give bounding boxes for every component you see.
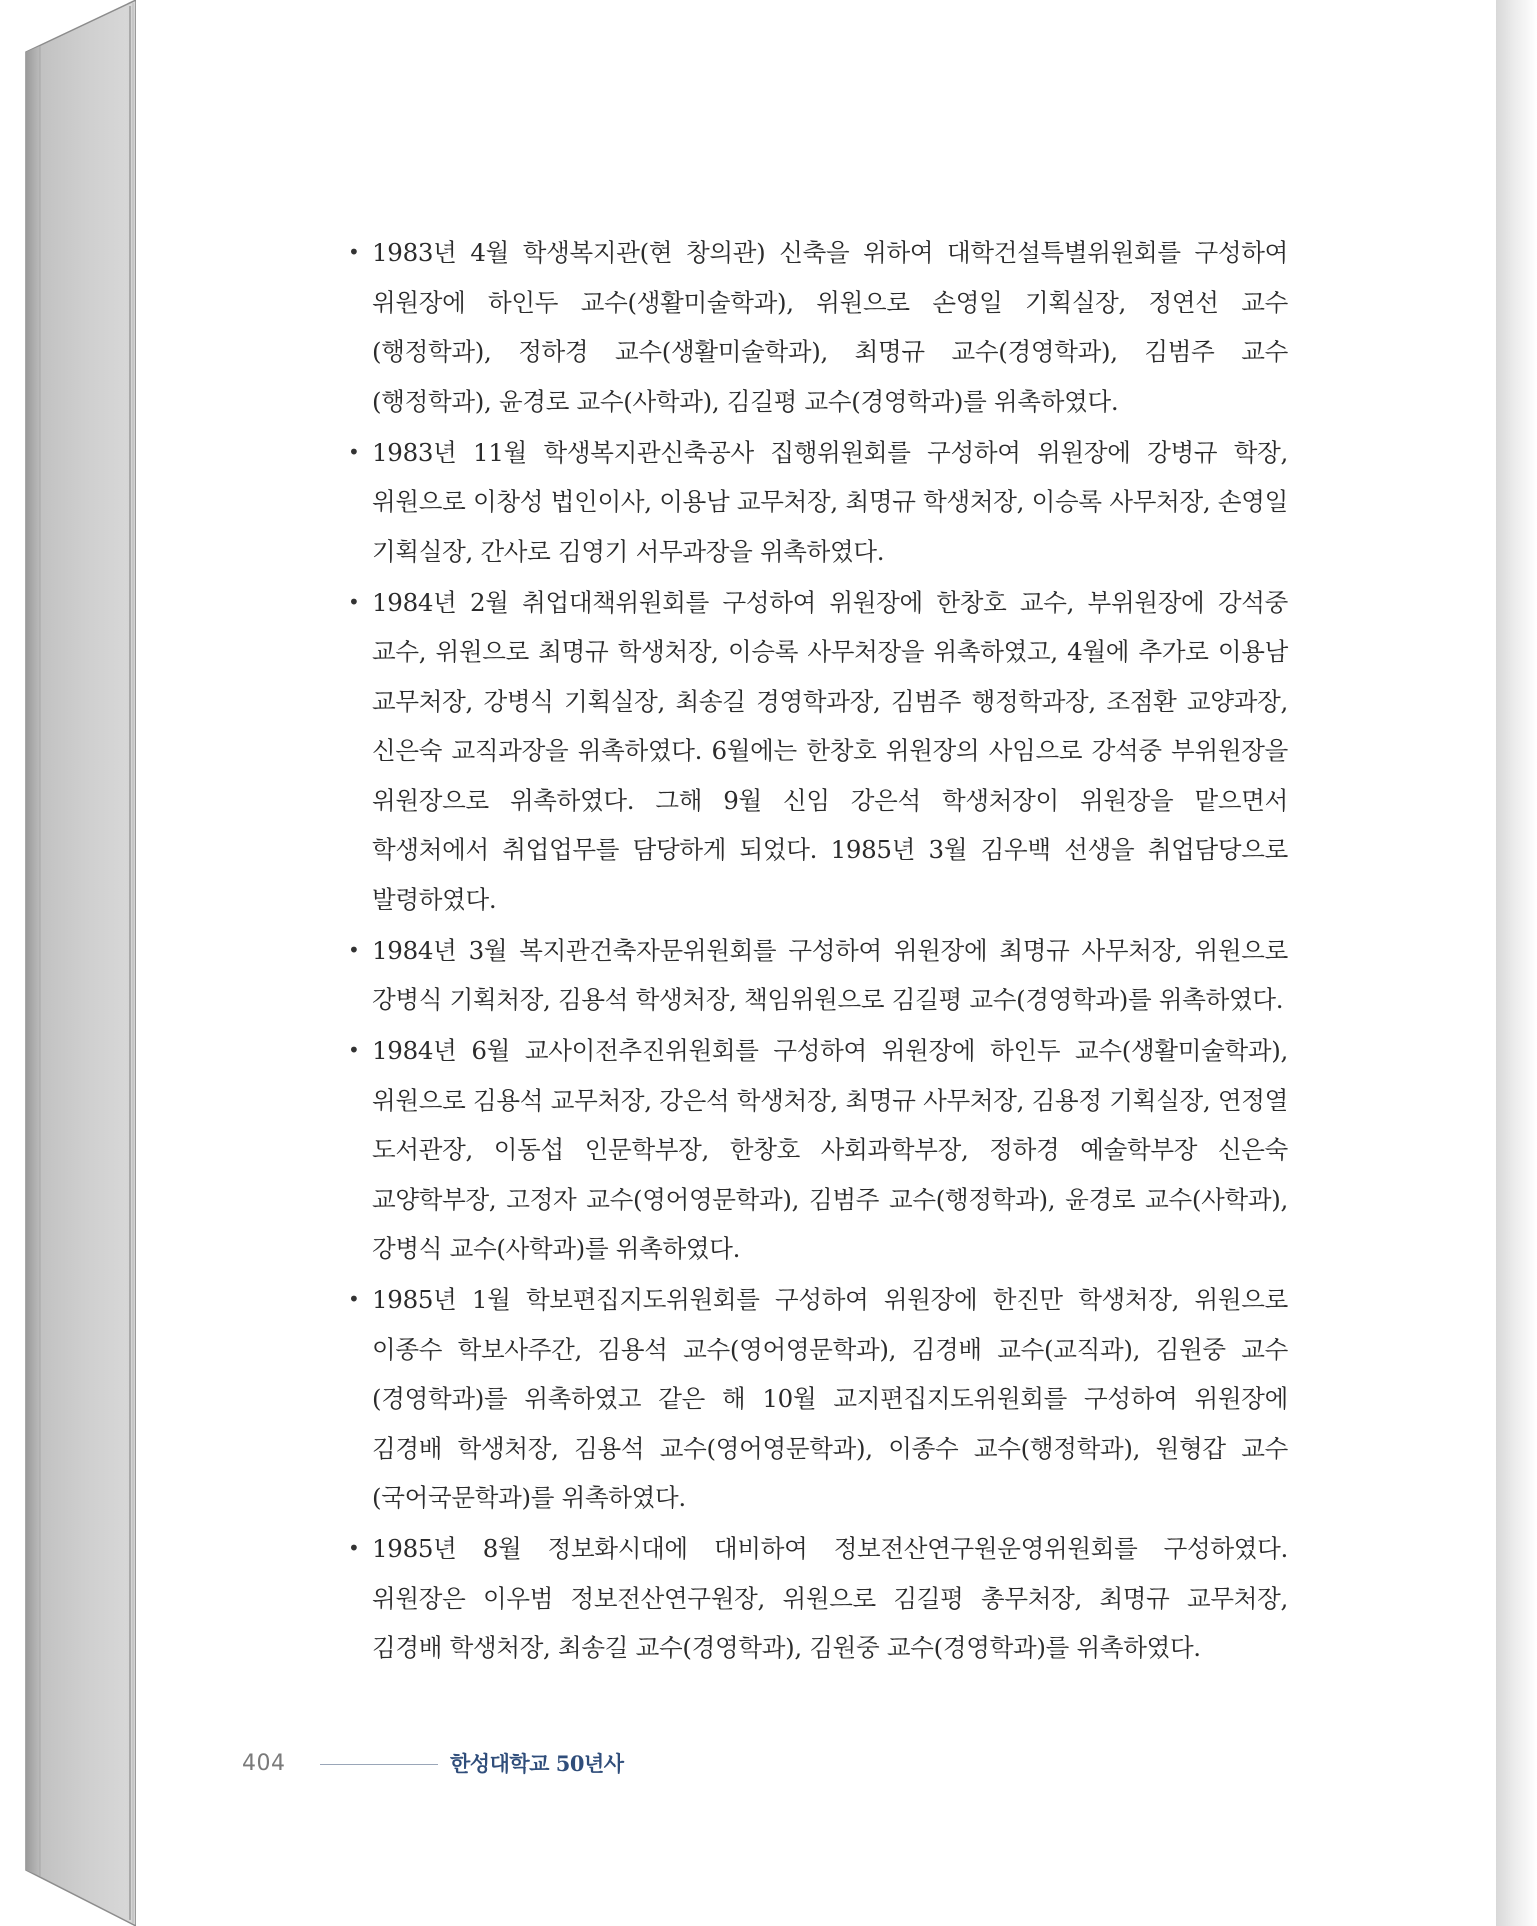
list-item: [348, 428, 1288, 577]
bullet-icon: •: [348, 937, 360, 962]
bullet-icon: •: [348, 1536, 360, 1560]
footer-divider: [320, 1764, 438, 1765]
list-item: [348, 1026, 1288, 1274]
bullet-icon: •: [348, 1287, 360, 1311]
list-item: [348, 578, 1288, 925]
list-item-text: 1985년 1월 학보편집지도위원회를 구성하여 위원장에 한진만 학생처장, 위원으로 이종수 학보사주간, 김용석 교수(영어영문학과), 김경배 교수(교직과), 김원중 교수(경영학과)를 위촉하였고 같은 해 10월 교지편집지도위원회를 구성하여 위원장에 김경배 학생처장, 김용석 교수(영어영문학과), 이종수 교수(행정학과), 원형갑 교수(국어국문학과)를 위촉하였다.: [372, 1285, 1288, 1512]
list-item-text: 1984년 6월 교사이전추진위원회를 구성하여 위원장에 하인두 교수(생활미술학과), 위원으로 김용석 교무처장, 강은석 학생처장, 최명규 사무처장, 김용정 기획실장, 연정열 도서관장, 이동섭 인문학부장, 한창호 사회과학부장, 정하경 예술학부장 신은숙 교양학부장, 고정자 교수(영어영문학과), 김범주 교수(행정학과), 윤경로 교수(사학과), 강병식 교수(사학과)를 위촉하였다.: [372, 1036, 1288, 1263]
page-body: [348, 228, 1288, 1674]
list-item-text: 1984년 2월 취업대책위원회를 구성하여 위원장에 한창호 교수, 부위원장에 강석중 교수, 위원으로 최명규 학생처장, 이승록 사무처장을 위촉하였고, 4월에 추가로 이용남 교무처장, 강병식 기획실장, 최송길 경영학과장, 김범주 행정학과장, 조점환 교양과장, 신은숙 교직과장을 위촉하였다. 6월에는 한창호 위원장의 사임으로 강석중 부위원장을 위원장으로 위촉하였다. 그해 9월 신임 강은석 학생처장이 위원장을 맡으면서 학생처에서 취업업무를 담당하게 되었다. 1985년 3월 김우백 선생을 취업담당으로 발령하였다.: [372, 587, 1288, 914]
list-item-text: 1984년 3월 복지관건축자문위원회를 구성하여 위원장에 최명규 사무처장, 위원으로 강병식 기획처장, 김용석 학생처장, 책임위원으로 김길평 교수(경영학과)를 위촉하였다.: [372, 935, 1288, 1014]
page-number: 404: [242, 1751, 286, 1776]
list-item: [348, 926, 1288, 1025]
list-item-text: 1985년 8월 정보화시대에 대비하여 정보전산연구원운영위원회를 구성하였다. 위원장은 이우범 정보전산연구원장, 위원으로 김길평 총무처장, 최명규 교무처장, 김경배 학생처장, 최송길 교수(경영학과), 김원중 교수(경영학과)를 위촉하였다.: [372, 1534, 1288, 1662]
page-right-shadow: [1496, 0, 1537, 1926]
bullet-icon: •: [348, 1038, 360, 1062]
list-item-text: 1983년 11월 학생복지관신축공사 집행위원회를 구성하여 위원장에 강병규 학장, 위원으로 이창성 법인이사, 이용남 교무처장, 최명규 학생처장, 이승록 사무처장, 손영일 기획실장, 간사로 김영기 서무과장을 위촉하였다.: [372, 437, 1288, 566]
running-title: 한성대학교 50년사: [450, 1751, 624, 1776]
bullet-icon: •: [348, 589, 360, 614]
list-item: [348, 1275, 1288, 1523]
bullet-icon: •: [348, 439, 360, 464]
list-item-text: 1983년 4월 학생복지관(현 창의관) 신축을 위하여 대학건설특별위원회를 구성하여 위원장에 하인두 교수(생활미술학과), 위원으로 손영일 기획실장, 정연선 교수(행정학과), 정하경 교수(생활미술학과), 최명규 교수(경영학과), 김범주 교수(행정학과), 윤경로 교수(사학과), 김길평 교수(경영학과)를 위촉하였다.: [372, 238, 1288, 416]
list-item: [348, 1524, 1288, 1673]
page-footer: [242, 1746, 942, 1782]
bullet-icon: •: [348, 240, 360, 264]
list-item: [348, 228, 1288, 426]
